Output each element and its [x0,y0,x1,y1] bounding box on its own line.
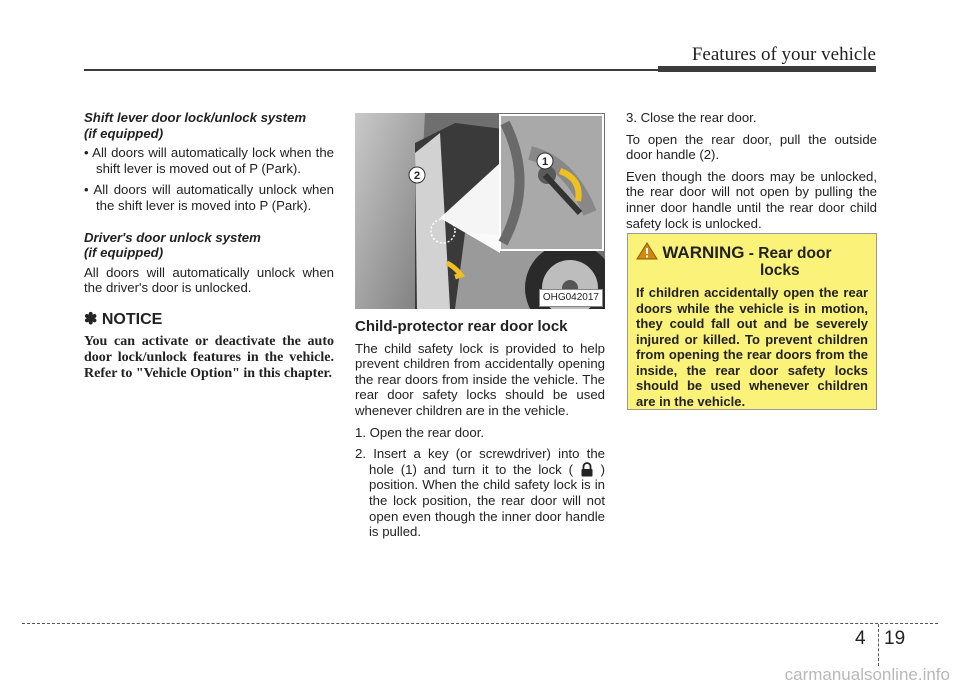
step-2 [355,446,605,540]
figure-callout-1: 1 [541,156,549,168]
header-rule-accent [658,66,876,72]
chapter-number: 4 [855,628,866,649]
child-lock-intro: The child safety lock is provided to help prevent children from accidentally opening the rear doors from inside the vehicle. The rear door safety locks should be used whenever children are in the vehicle. [355,340,605,418]
column-left [84,110,334,382]
warning-word: WARNING [662,243,745,262]
driver-unlock-heading-sub: (if equipped) [84,245,164,261]
column-middle [355,113,605,546]
driver-unlock-heading: Driver's door unlock system [84,229,261,245]
step-1: 1. Open the rear door. [355,424,485,440]
footer-divider [878,624,879,666]
step-2-text-b: ) position. When the child safety lock is in the lock position, the rear door will not open even though the inner door handle is pulled. [369,461,605,540]
shift-lock-heading-sub: (if equipped) [84,125,164,141]
header-rule [84,69,660,71]
door-lock-figure [355,113,605,309]
notice-symbol-icon: ✽ [84,310,98,328]
warning-triangle-icon [636,242,658,260]
figure-label: OHG042017 [539,289,603,307]
car-door-illustration [355,113,605,309]
unlocked-note: Even though the doors may be unlocked, the rear door will not open by pulling the inner door handle until the rear door child safety lock is unlocked. [626,168,877,231]
warning-text: If children accidentally open the rear doors while the vehicle is in motion, they could fall out and be severely injured or killed. To prevent children from opening the rear doors from the inside, the rear door safety locks should be used whenever children are in the vehicle. [636,285,868,409]
bullet-auto-lock: • All doors will automatically lock when the shift lever is moved out of P (Park). [84,145,334,176]
child-lock-title: Child-protector rear door lock [355,318,568,335]
notice-text: You can activate or deactivate the auto door lock/unlock features in the vehicle. Refer to "Vehicle Option" in this chapter. [84,333,334,381]
page-number: 19 [884,628,906,649]
lock-icon [580,462,594,477]
open-instruction: To open the rear door, pull the outside door handle (2). [626,131,877,163]
step-3: 3. Close the rear door. [626,110,757,125]
column-right [626,110,877,237]
watermark: carmanualsonline.info [784,665,950,684]
warning-heading [636,242,868,279]
figure-callout-2: 2 [413,170,421,182]
bullet-auto-unlock: • All doors will automatically unlock when the shift lever is moved into P (Park). [84,182,334,213]
footer-rule [22,623,938,624]
shift-lock-heading: Shift lever door lock/unlock system [84,110,307,125]
notice-heading [84,312,334,328]
step-2-text-a: 2. Insert a key (or screwdriver) into the hole (1) and turn it to the lock ( [355,446,605,477]
notice-title: NOTICE [101,310,163,328]
warning-box [627,233,877,410]
warning-subtitle-line2: locks [760,262,800,279]
warning-subtitle: - Rear door [748,245,832,262]
header-title: Features of your vehicle [691,44,876,65]
driver-unlock-text: All doors will automatically unlock when the driver's door is unlocked. [84,264,334,296]
